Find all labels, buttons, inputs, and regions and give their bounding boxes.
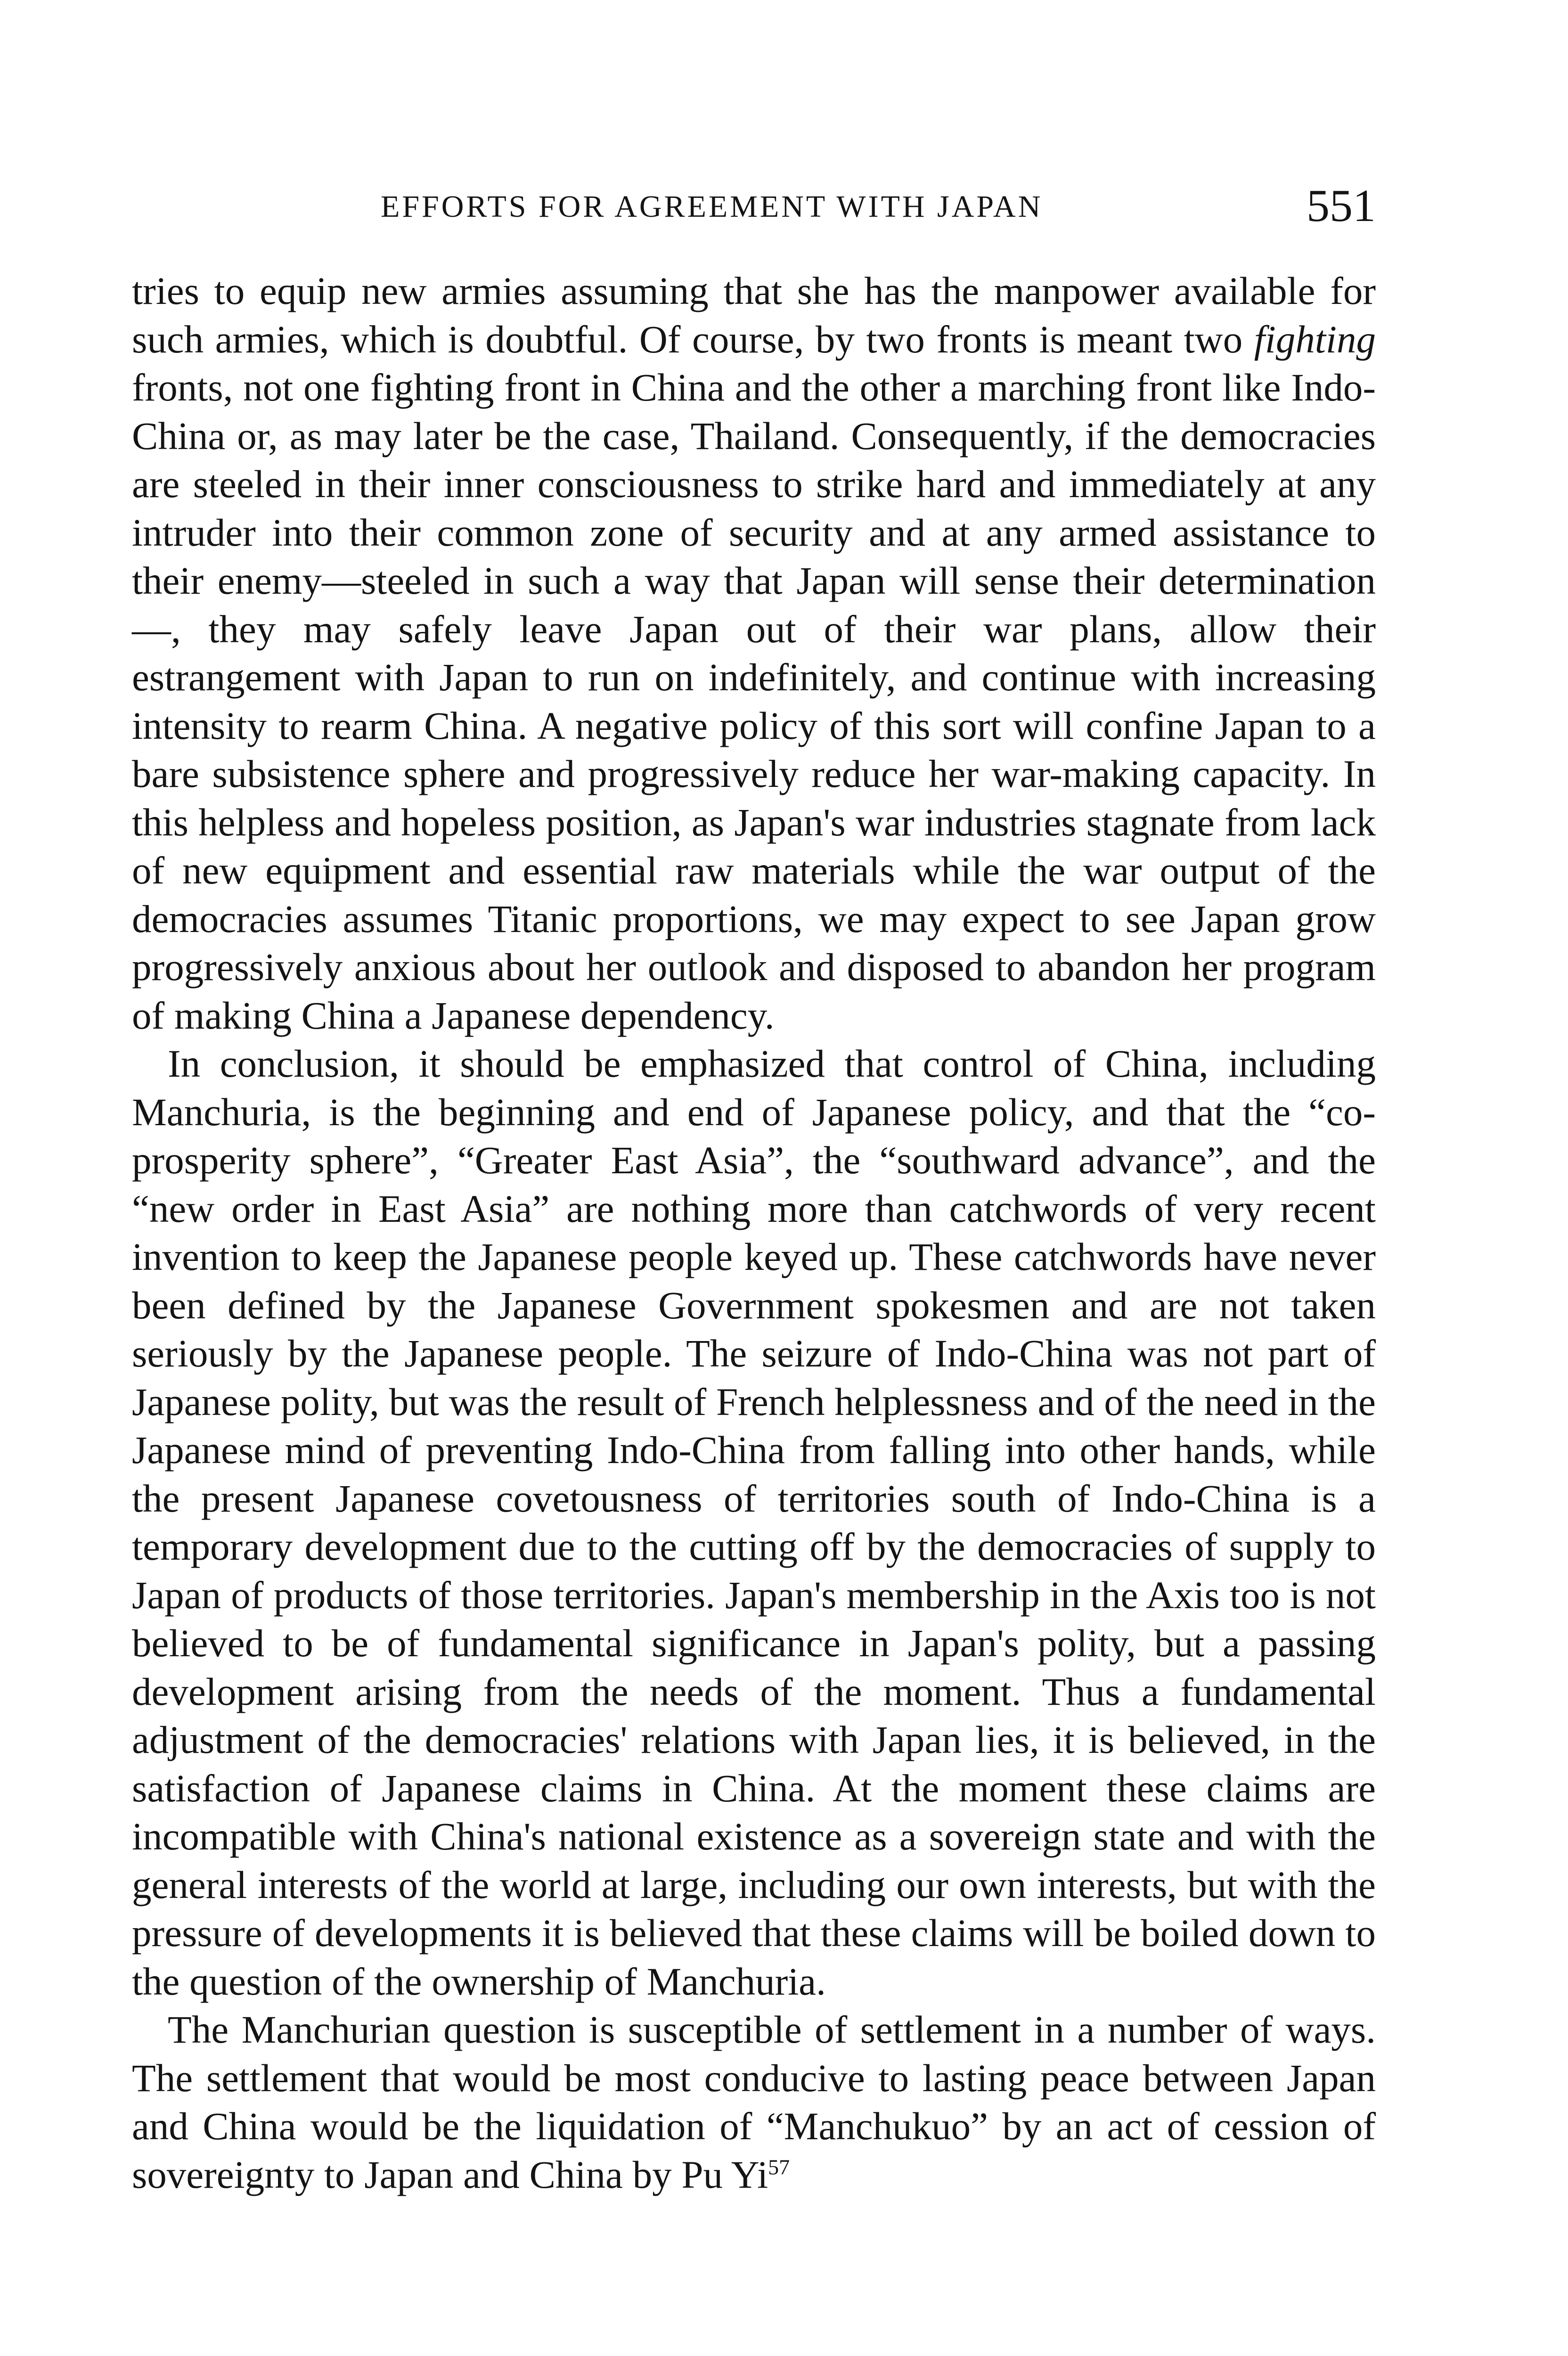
emphasized-word: fighting: [1254, 317, 1376, 361]
paragraph-1-text-end: fronts, not one fighting front in China and the other a marching front like Indo-China or, as may later be the case, Thailand. Consequently, if the democracies are steeled in their inner consciousness to strike hard and immediately at any intruder into their common zone of security and at any armed assistance to their enemy—steeled in such a way that Japan will sense their determination—, they may safely leave Japan out of their war plans, allow their estrangement with Japan to run on indefinitely, and continue with increasing intensity to rearm China. A negative policy of this sort will confine Japan to a bare subsistence sphere and progressively reduce her war-making capacity. In this helpless and hopeless position, as Japan's war industries stagnate from lack of new equipment and essential raw materials while the war output of the democracies assumes Titanic proportions, we may expect to see Japan grow progressively anxious about her outlook and disposed to abandon her program of making China a Japanese dependency.: [132, 366, 1376, 1037]
running-title: EFFORTS FOR AGREEMENT WITH JAPAN: [381, 189, 1043, 224]
page-number: 551: [1307, 180, 1376, 231]
footnote-reference: 57: [768, 2154, 790, 2179]
running-head: [132, 180, 1376, 235]
paragraph-3: [132, 2005, 1376, 2199]
paragraph-1-text-start: tries to equip new armies assuming that she has the manpower available for such armies, which is doubtful. Of course, by two fronts is meant two: [132, 269, 1376, 361]
paragraph-3-text: The Manchurian question is susceptible of settlement in a number of ways. The settlement that would be most conducive to lasting peace between Japan and China would be the liquidation of “Manchukuo” by an act of cession of sovereignty to Japan and China by Pu Yi: [132, 2008, 1376, 2196]
body-text: [132, 267, 1376, 2199]
paragraph-2: In conclusion, it should be emphasized that control of China, including Manchuria, is the beginning and end of Japanese policy, and that the “co-prosperity sphere”, “Greater East Asia”, the “southward advance”, and the “new order in East Asia” are nothing more than catchwords of very recent invention to keep the Japanese people keyed up. These catchwords have never been defined by the Japanese Government spokesmen and are not taken seriously by the Japanese people. The seizure of Indo-China was not part of Japanese polity, but was the result of French helplessness and of the need in the Japanese mind of preventing Indo-China from falling into other hands, while the present Japanese covetousness of territories south of Indo-China is a temporary development due to the cutting off by the democracies of supply to Japan of products of those territories. Japan's membership in the Axis too is not believed to be of fundamental significance in Japan's polity, but a passing development arising from the needs of the moment. Thus a fundamental adjustment of the democracies' relations with Japan lies, it is believed, in the satisfaction of Japanese claims in China. At the moment these claims are incompatible with China's national existence as a sovereign state and with the general interests of the world at large, including our own interests, but with the pressure of developments it is believed that these claims will be boiled down to the question of the ownership of Manchuria.: [132, 1042, 1376, 2003]
paragraph-1: [132, 267, 1376, 1039]
